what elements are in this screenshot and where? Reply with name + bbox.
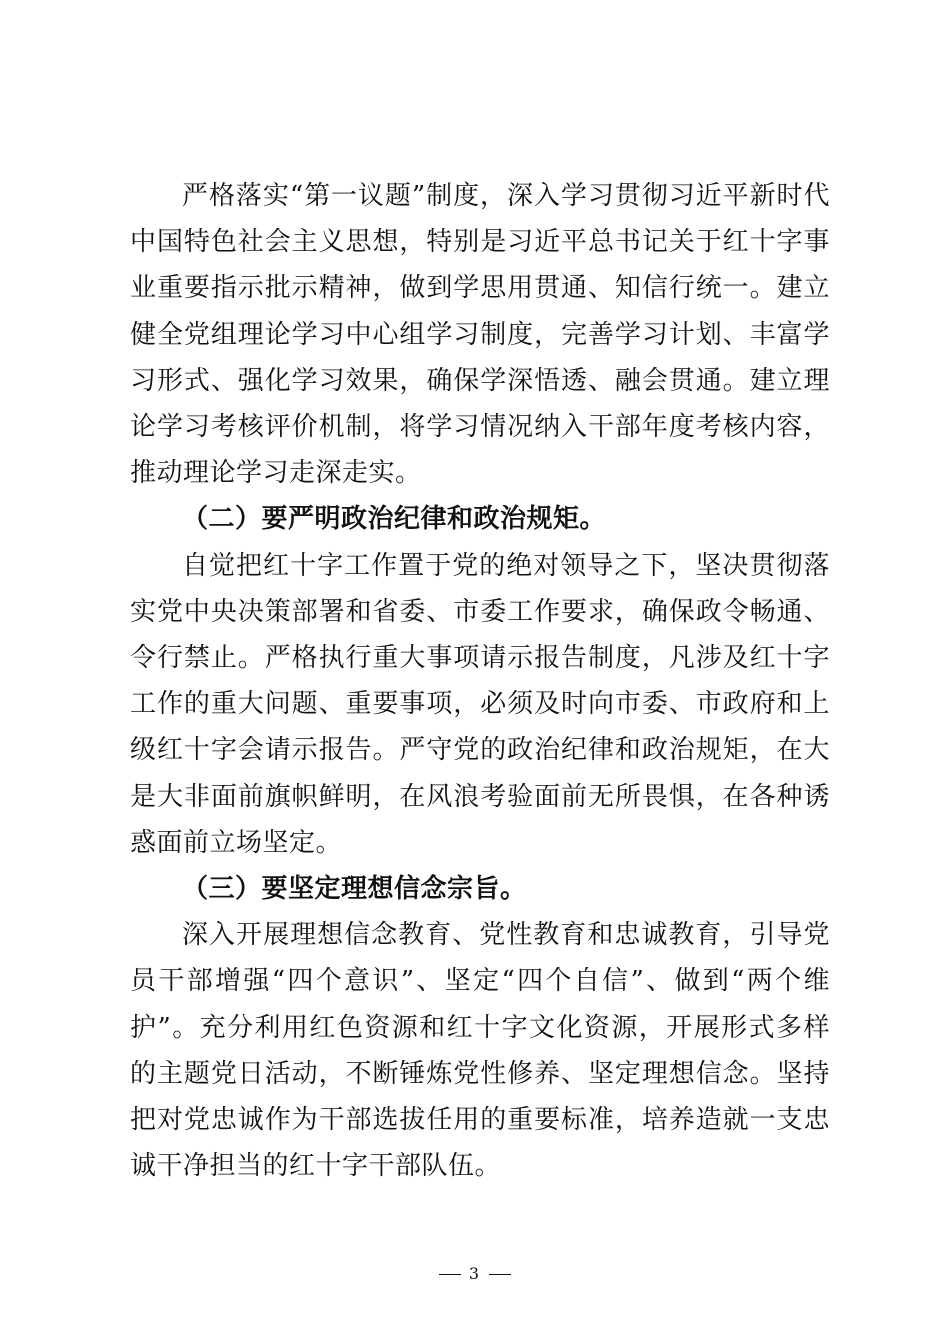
footer-dash-right [489,1274,511,1275]
section-heading-ideals-beliefs: （三）要坚定理想信念宗旨。 [182,874,527,905]
footer-dash-left [439,1274,461,1275]
paragraph-first-topic-system: 严格落实“第一议题”制度，深入学习贯彻习近平新时代中国特色社会主义思想，特别是习近平总书记关于红十字事业重要指示批示精神，做到学思用贯通、知信行统一。建立健全党组理论学习中心组学习制度，完善学习计划、丰富学习形式、强化学习效果，确保学深悟透、融会贯通。建立理论学习考核评价机制，将学习情况纳入干部年度考核内容，推动理论学习走深走实。 [130,181,830,489]
paragraph-political-discipline: 自觉把红十字工作置于党的绝对领导之下，坚决贯彻落实党中央决策部署和省委、市委工作要求，确保政令畅通、令行禁止。严格执行重大事项请示报告制度，凡涉及红十字工作的重大问题、重要事项，必须及时向市委、市政府和上级红十字会请示报告。严守党的政治纪律和政治规矩，在大是大非面前旗帜鲜明，在风浪考验面前无所畏惧，在各种诱惑面前立场坚定。 [130,550,830,858]
page-number: 3 [468,1264,482,1283]
document-body [130,173,830,1189]
paragraph-ideals-beliefs: 深入开展理想信念教育、党性教育和忠诚教育，引导党员干部增强“四个意识”、坚定“四个自信”、做到“两个维护”。充分利用红色资源和红十字文化资源，开展形式多样的主题党日活动，不断锤炼党性修养、坚定理想信念。坚持把对党忠诚作为干部选拔任用的重要标准，培养造就一支忠诚干净担当的红十字干部队伍。 [130,920,830,1182]
section-heading-political-discipline: （二）要严明政治纪律和政治规矩。 [182,504,607,535]
page-footer [0,1264,950,1284]
